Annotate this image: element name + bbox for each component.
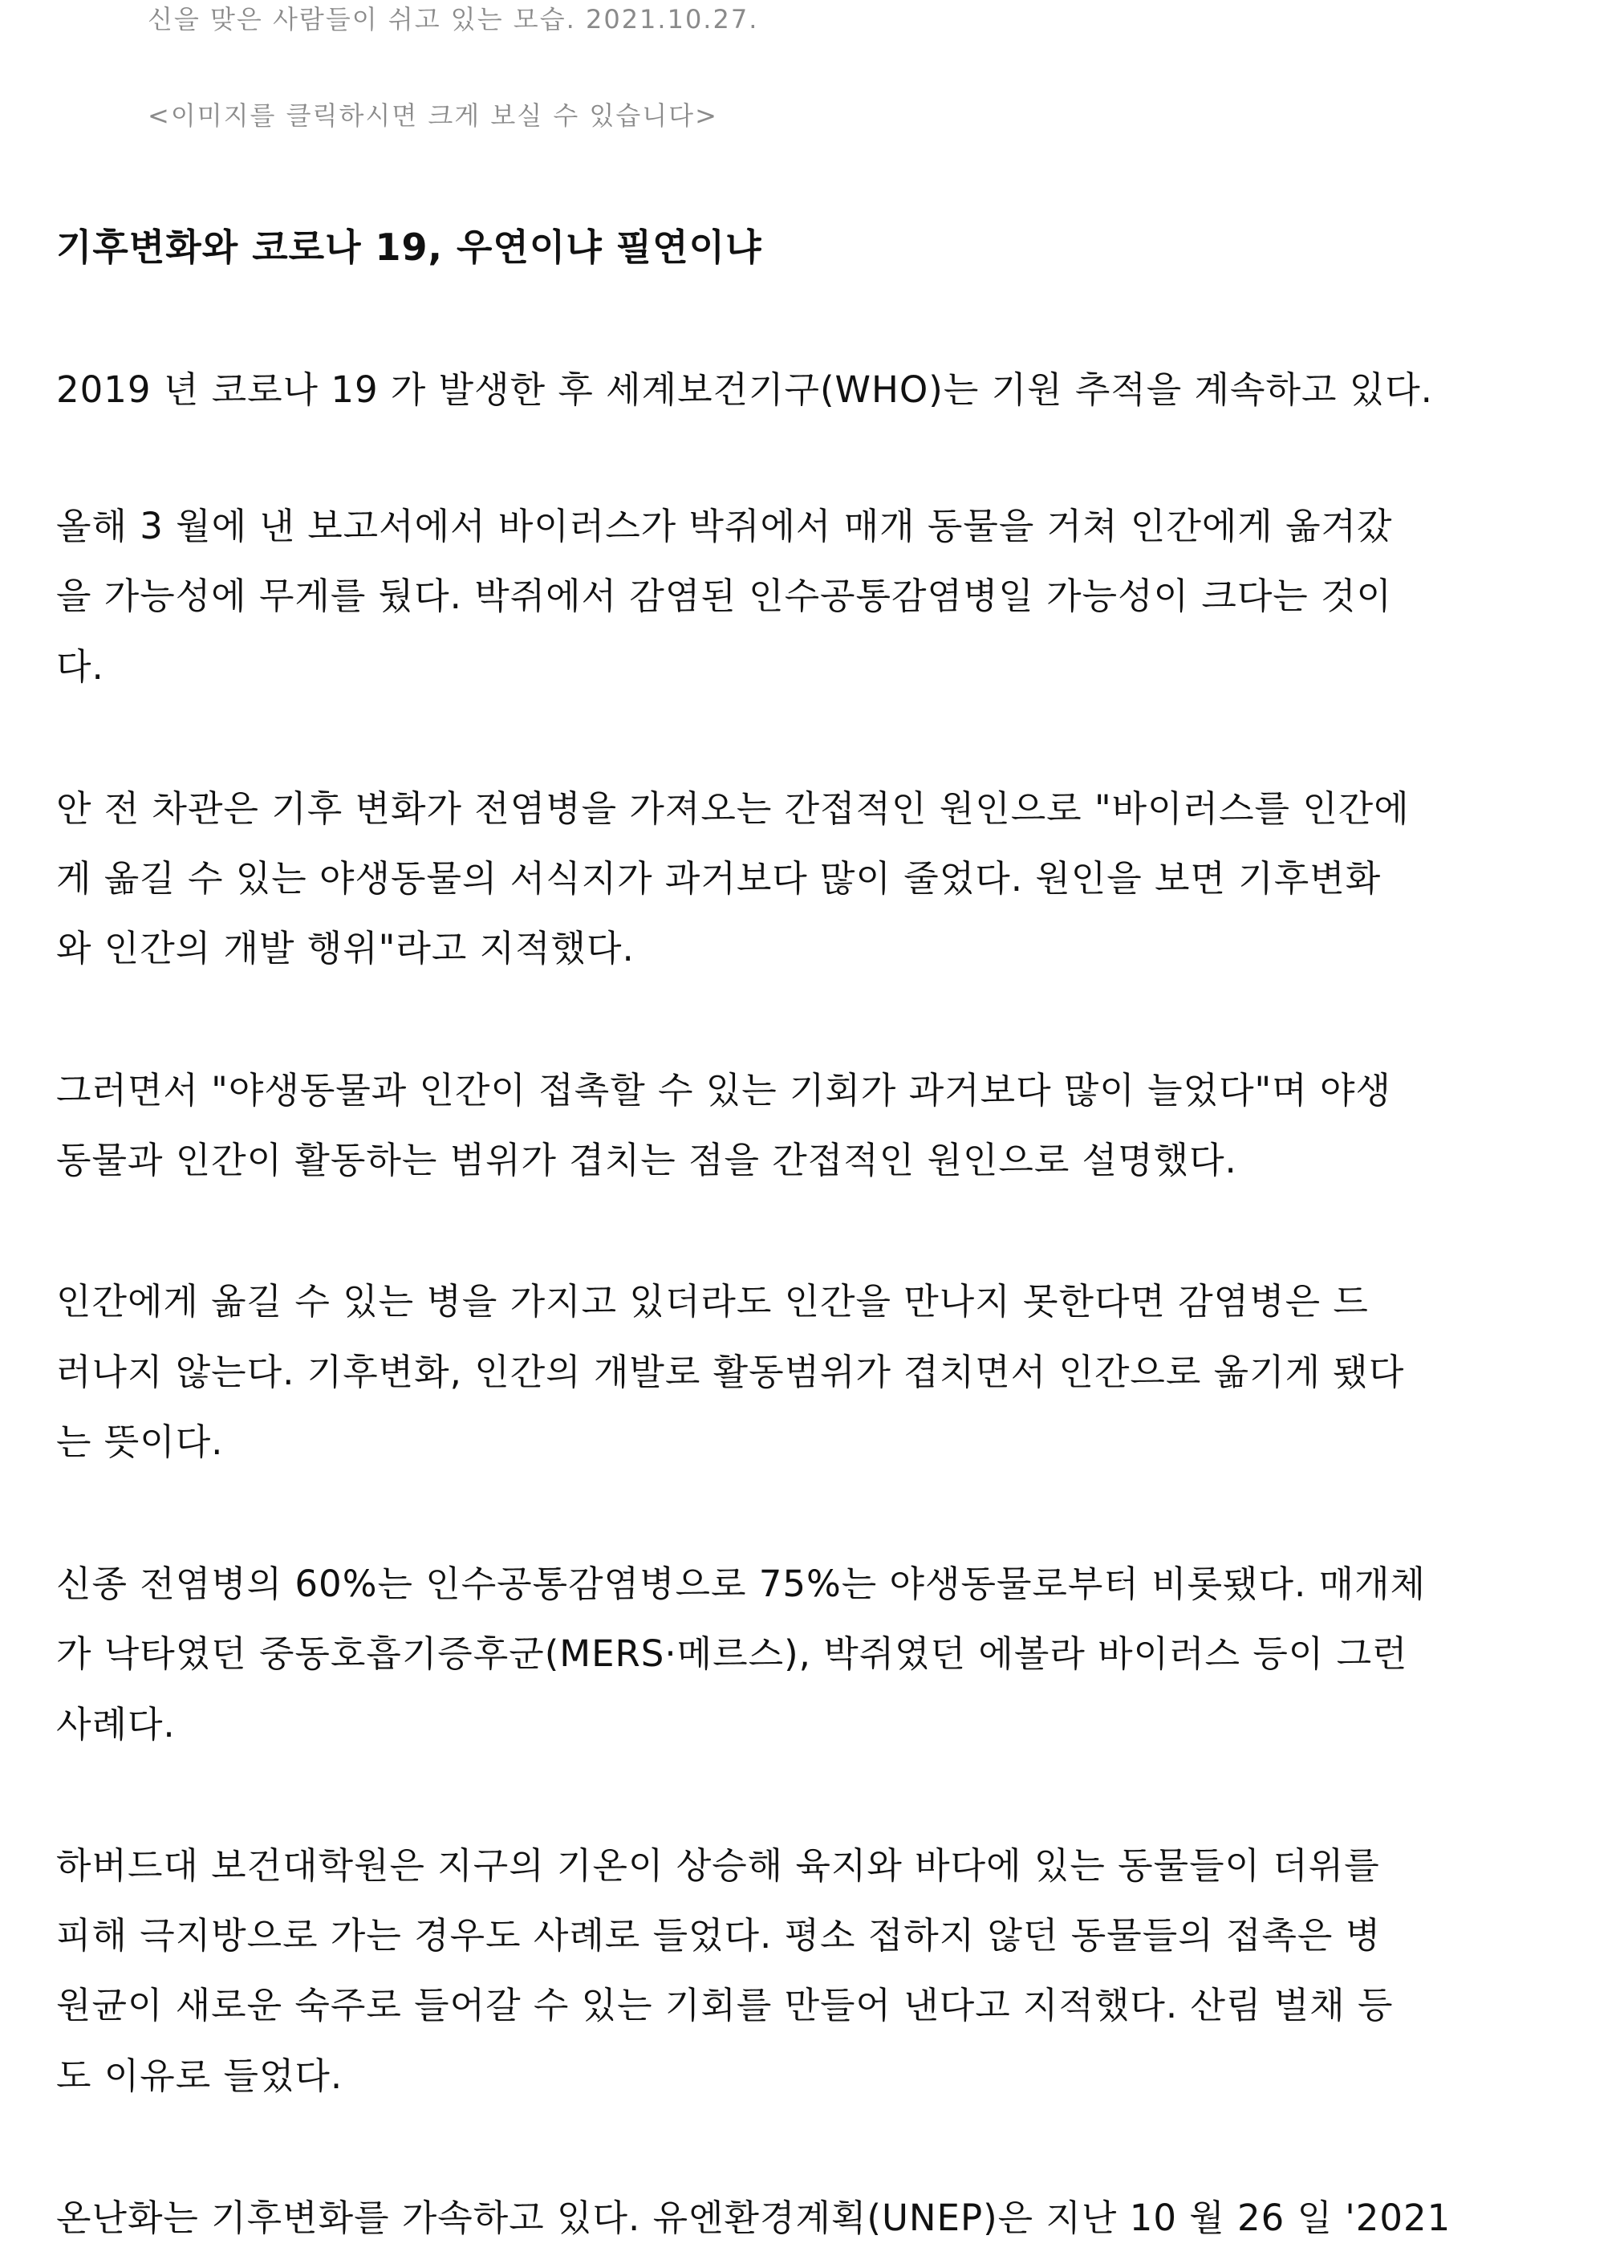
paragraph-line: 안 전 차관은 기후 변화가 전염병을 가져오는 간접적인 원인으로 "바이러스를 인간에 <box>56 787 1410 830</box>
paragraph-line: 신종 전염병의 60%는 인수공통감염병으로 75%는 야생동물로부터 비롯됐다. 매개체 <box>56 1563 1427 1605</box>
paragraph-line: 와 인간의 개발 행위"라고 지적했다. <box>56 927 635 969</box>
paragraph-line: 을 가능성에 무게를 뒀다. 박쥐에서 감염된 인수공통감염병일 가능성이 크다는 것이 <box>56 575 1393 617</box>
paragraph-line: 원균이 새로운 숙주로 들어갈 수 있는 기회를 만들어 낸다고 지적했다. 산림 벌채 등 <box>56 1984 1394 2026</box>
paragraph-line: 사례다. <box>56 1703 176 1746</box>
paragraph-line: 가 낙타였던 중동호흡기증후군(MERS·메르스), 박쥐였던 에볼라 바이러스 등이 그런 <box>56 1632 1408 1675</box>
paragraph-line: 는 뜻이다. <box>56 1421 224 1463</box>
section-heading: 기후변화와 코로나 19, 우연이냐 필연이냐 <box>56 226 762 269</box>
paragraph-line: 온난화는 기후변화를 가속하고 있다. 유엔환경계획(UNEP)은 지난 10 월 26 일 '2021 <box>56 2197 1451 2239</box>
paragraph-line: 올해 3 월에 낸 보고서에서 바이러스가 박쥐에서 매개 동물을 거쳐 인간에게 옮겨갔 <box>56 505 1393 547</box>
image-click-note[interactable]: <이미지를 클릭하시면 크게 보실 수 있습니다> <box>148 100 718 131</box>
paragraph-line: 도 이유로 들었다. <box>56 2055 343 2097</box>
paragraph-line: 러나지 않는다. 기후변화, 인간의 개발로 활동범위가 겹치면서 인간으로 옮기게 됐다 <box>56 1351 1405 1393</box>
paragraph-line: 동물과 인간이 활동하는 범위가 겹치는 점을 간접적인 원인으로 설명했다. <box>56 1139 1237 1181</box>
paragraph-line: 그러면서 "야생동물과 인간이 접촉할 수 있는 기회가 과거보다 많이 늘었다"며 야생 <box>56 1069 1391 1112</box>
paragraph-line: 2019 년 코로나 19 가 발생한 후 세계보건기구(WHO)는 기원 추적을 계속하고 있다. <box>56 368 1433 411</box>
paragraph-line: 다. <box>56 645 104 688</box>
photo-caption: 신을 맞은 사람들이 쉬고 있는 모습. 2021.10.27. <box>148 4 759 35</box>
paragraph-line: 게 옮길 수 있는 야생동물의 서식지가 과거보다 많이 줄었다. 원인을 보면 기후변화 <box>56 857 1382 900</box>
paragraph-line: 하버드대 보건대학원은 지구의 기온이 상승해 육지와 바다에 있는 동물들이 더위를 <box>56 1844 1380 1887</box>
paragraph-line: 인간에게 옮길 수 있는 병을 가지고 있더라도 인간을 만나지 못한다면 감염병은 드 <box>56 1280 1369 1323</box>
paragraph-line: 피해 극지방으로 가는 경우도 사례로 들었다. 평소 접하지 않던 동물들의 접촉은 병 <box>56 1914 1382 1957</box>
